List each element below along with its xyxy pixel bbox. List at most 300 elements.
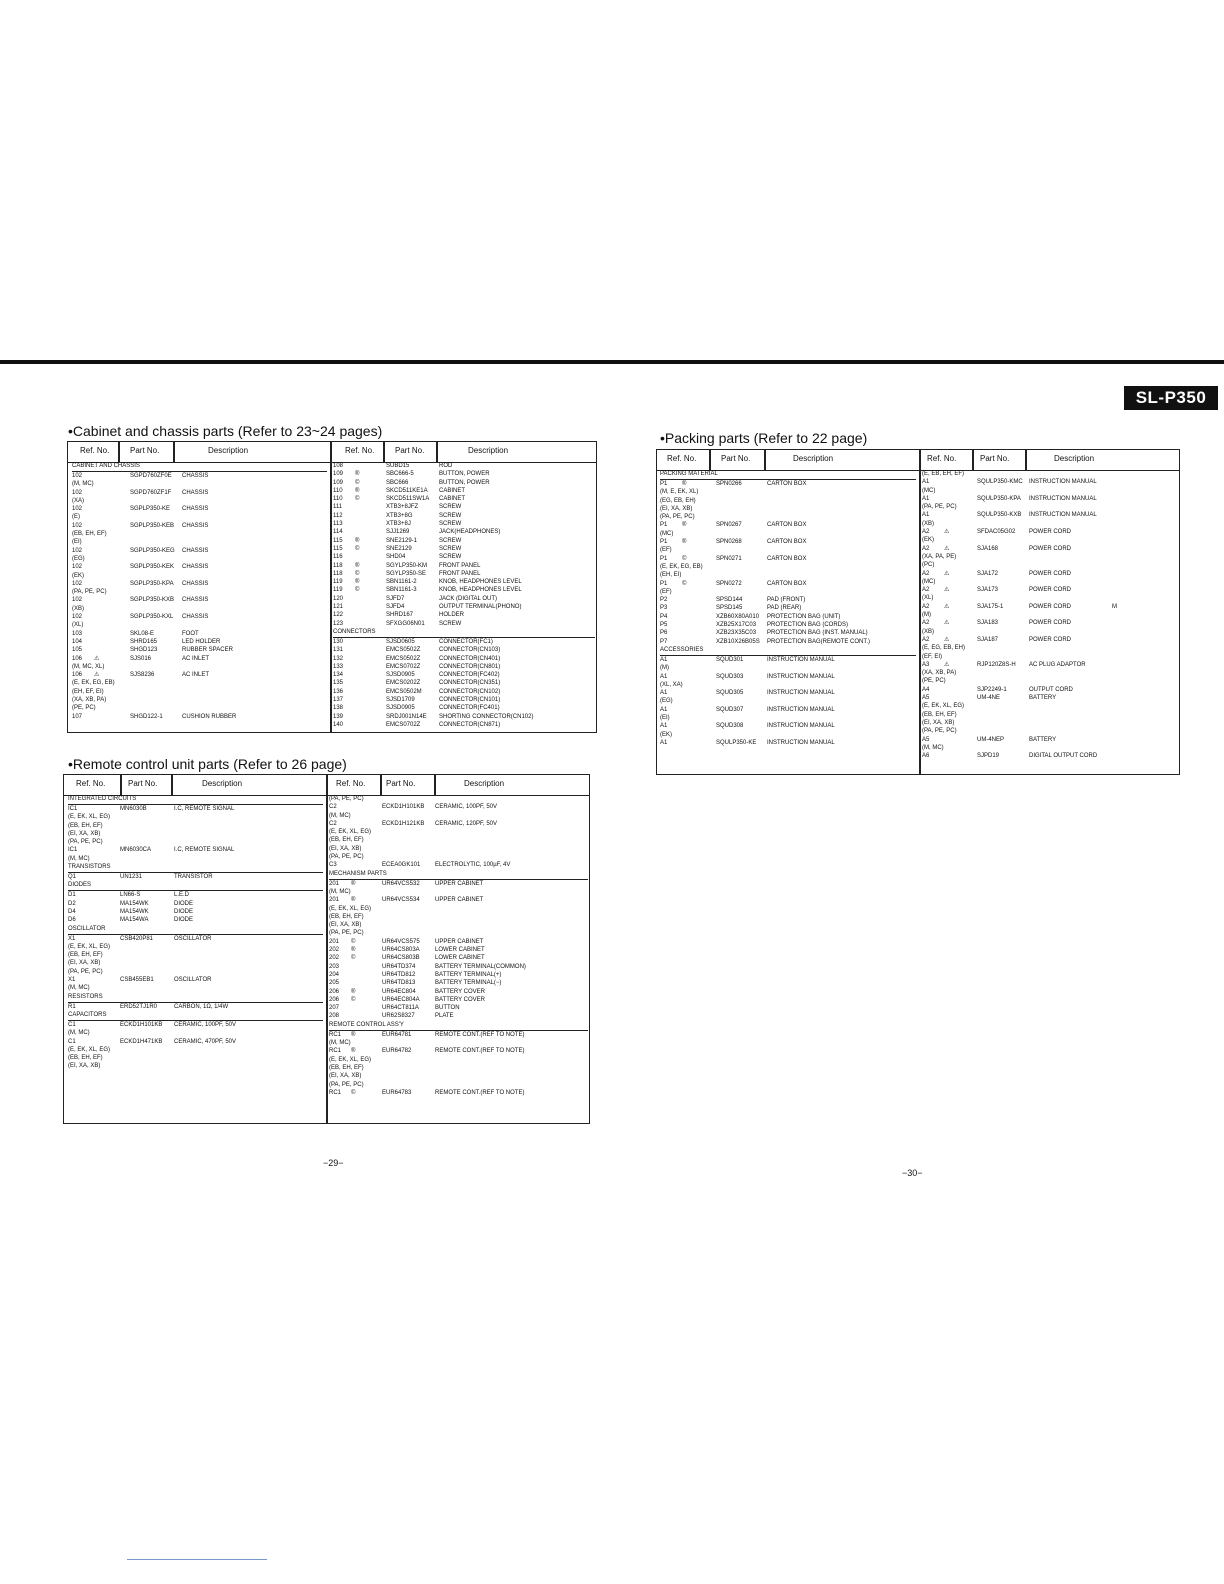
description: REMOTE CONT.(REF TO NOTE) — [435, 1048, 525, 1055]
hdr-ref: Ref. No. — [345, 446, 375, 455]
ref-no: P1 — [660, 580, 668, 587]
ref-no: A2 — [922, 587, 930, 594]
part-no: SGYLP350-SE — [386, 570, 427, 577]
ref-no: R1 — [68, 1003, 76, 1010]
description: BATTERY COVER — [435, 996, 486, 1003]
mark-symbol: ⚠ — [944, 545, 950, 552]
description: I.C, REMOTE SIGNAL — [174, 806, 235, 812]
ref-no: (M, MC) — [68, 985, 90, 992]
ref-no: A2 — [922, 636, 930, 643]
part-row — [922, 744, 1178, 752]
ref-no: (MC) — [922, 578, 936, 585]
description: CERAMIC, 470PF, 50V — [174, 1038, 237, 1045]
part-row — [68, 908, 323, 916]
description: LOWER CABINET — [435, 955, 485, 962]
ref-no: 114 — [333, 529, 343, 536]
part-no: SPN0272 — [716, 580, 742, 587]
part-row — [72, 663, 327, 671]
ref-no: (PA, PE, PC) — [329, 930, 364, 937]
description: BATTERY TERMINAL(+) — [435, 971, 502, 978]
mark-symbol: © — [351, 955, 356, 962]
description: L.E.D — [174, 892, 190, 899]
part-no: SQUD301 — [716, 656, 744, 663]
ref-no: A1 — [660, 706, 668, 713]
part-no: SJS8236 — [130, 672, 155, 679]
part-row — [660, 731, 916, 739]
description: PAD (REAR) — [767, 605, 802, 612]
part-no: CSB420P81 — [120, 935, 154, 942]
description: CARTON BOX — [767, 539, 807, 546]
description: REMOTE CONT.(REF TO NOTE) — [435, 1089, 525, 1096]
hdr-ref: Ref. No. — [667, 454, 697, 463]
description: DIGITAL OUTPUT CORD — [1029, 753, 1098, 760]
part-row — [922, 528, 1178, 536]
hdr-part: Part No. — [130, 446, 160, 455]
part-row — [660, 513, 916, 521]
part-row — [922, 478, 1178, 486]
description: PROTECTION BAG (CORDS) — [767, 622, 849, 629]
hdr-desc: Description — [793, 454, 834, 463]
ref-no: 131 — [333, 647, 344, 654]
ref-no: 102 — [72, 547, 83, 554]
packing-right-list — [922, 470, 1178, 774]
part-no: SGPLP350-KXB — [130, 597, 175, 604]
part-row — [329, 1056, 588, 1064]
part-no: SGPLP350-KXL — [130, 614, 174, 621]
ref-no: A1 — [660, 690, 668, 697]
ref-no: 118 — [333, 562, 343, 569]
ref-no: 113 — [333, 521, 343, 528]
ref-no: (EI) — [660, 715, 670, 722]
ref-no: (EH, EF, EI) — [72, 688, 104, 695]
mark-symbol: ⚠ — [944, 529, 950, 536]
description: UPPER CABINET — [435, 897, 484, 904]
part-no: UR64VCS532 — [382, 880, 420, 887]
mark-symbol: ® — [351, 988, 356, 995]
part-no: UR64EC804 — [382, 988, 416, 995]
hdr-desc: Description — [1054, 454, 1095, 463]
part-row — [922, 495, 1178, 503]
ref-no: (PA, PE, PC) — [72, 589, 107, 596]
part-row — [660, 497, 916, 505]
part-no: SGYLP350-KM — [386, 562, 428, 569]
mark-symbol: © — [351, 1089, 356, 1096]
part-no: SGPLP350-KEB — [130, 522, 175, 529]
part-no: UR64CS803A — [382, 947, 420, 954]
part-row — [72, 671, 327, 679]
description: CARTON BOX — [767, 580, 807, 587]
part-no: UR64CT811A — [382, 1005, 419, 1012]
ref-no: (E, EB, EH, EF) — [922, 471, 965, 477]
part-no: SHD04 — [386, 554, 406, 561]
part-row — [922, 694, 1178, 702]
ref-no: RC1 — [329, 1031, 342, 1038]
part-row — [333, 688, 595, 696]
ref-no: 105 — [72, 647, 83, 654]
part-row — [72, 679, 327, 687]
part-row — [922, 628, 1178, 636]
part-no: SQULP350-KXB — [977, 512, 1022, 519]
part-no: ECKD1H121KB — [382, 820, 425, 827]
part-row — [329, 853, 588, 861]
part-row — [329, 979, 588, 987]
ref-no: (M, MC) — [68, 855, 90, 862]
description: CHASSIS — [182, 597, 209, 604]
ref-no: (EB, EH, EF) — [72, 531, 107, 538]
part-row — [660, 621, 916, 629]
ref-no: 208 — [329, 1013, 340, 1020]
part-no: EUR64783 — [382, 1089, 412, 1096]
mark-symbol: © — [682, 555, 687, 562]
mark-symbol: ® — [355, 487, 360, 494]
description: CARTON BOX — [767, 555, 807, 562]
ref-no: (EF, EI) — [922, 653, 943, 660]
description: CONNECTOR(CN351) — [439, 680, 501, 687]
ref-no: 121 — [333, 604, 344, 611]
description: KNOB, HEADPHONES LEVEL — [439, 579, 522, 586]
description: JACK(HEADPHONES) — [439, 529, 501, 536]
ref-no: 118 — [333, 570, 343, 577]
part-row — [68, 1054, 323, 1062]
description: ELECTROLYTIC, 100µF, 4V — [435, 862, 511, 869]
part-no: SQUD303 — [716, 673, 744, 680]
ref-no: (E, EK, XL, EG) — [68, 1046, 111, 1053]
remote-title: •Remote control unit parts (Refer to 26 page) — [68, 756, 347, 772]
part-no: XZB25X17C03 — [716, 622, 757, 629]
part-row — [333, 663, 595, 671]
part-no: SJPD19 — [977, 753, 1000, 760]
ref-no: 201 — [329, 938, 340, 945]
description: INSTRUCTION MANUAL — [767, 706, 835, 713]
ref-no: (E, EK, XL, EG) — [329, 829, 372, 836]
part-no: SJP2249-1 — [977, 686, 1007, 693]
part-row — [72, 596, 327, 604]
ref-no: 102 — [72, 473, 83, 479]
mark-symbol: ® — [351, 1048, 356, 1055]
ref-no: RC1 — [329, 1048, 342, 1055]
ref-no: A2 — [922, 545, 930, 552]
description: UPPER CABINET — [435, 938, 484, 945]
part-row — [922, 727, 1178, 735]
part-row — [922, 487, 1178, 495]
description: SCREW — [439, 554, 462, 561]
part-row — [660, 681, 916, 689]
mark-symbol: ⚠ — [944, 620, 950, 627]
part-row — [68, 1046, 323, 1054]
packing-table — [656, 449, 1180, 775]
part-row — [660, 588, 916, 596]
ref-no: C1 — [68, 1021, 76, 1028]
ref-no: C2 — [329, 820, 337, 827]
description: CERAMIC, 120PF, 50V — [435, 820, 498, 827]
part-no: EUR64781 — [382, 1031, 412, 1038]
part-row — [329, 996, 588, 1004]
part-no: SBN1161-3 — [386, 587, 417, 594]
ref-no: P1 — [660, 522, 668, 529]
mark-symbol: ® — [351, 1031, 356, 1038]
part-row — [329, 938, 588, 946]
ref-no: (XB) — [72, 605, 84, 612]
mark-symbol: ⚠ — [944, 636, 950, 643]
ref-no: 201 — [329, 880, 340, 887]
ref-no: (M) — [922, 612, 931, 619]
part-row — [922, 570, 1178, 578]
part-row — [660, 714, 916, 722]
part-row — [922, 594, 1178, 602]
part-row — [922, 653, 1178, 661]
remote-table — [63, 774, 590, 1124]
part-row — [68, 976, 323, 984]
part-row — [922, 677, 1178, 685]
part-no: SJA175-1 — [977, 603, 1004, 610]
part-no: UR64CS803B — [382, 955, 420, 962]
description: CHASSIS — [182, 580, 209, 587]
ref-no: (EG, EB, EH) — [660, 497, 696, 504]
part-row — [333, 603, 595, 611]
section-header: MECHANISM PARTS — [329, 870, 588, 880]
description: CONNECTOR(CN801) — [439, 663, 501, 670]
ref-no: (XA, XB, PA) — [72, 697, 107, 704]
part-no: CSB455EB1 — [120, 977, 154, 984]
part-row — [333, 595, 595, 603]
part-row — [68, 1029, 323, 1037]
part-row — [333, 470, 595, 478]
description: CONNECTOR(CN401) — [439, 655, 501, 662]
ref-no: (XA) — [72, 497, 84, 504]
ref-no: (EB, EH, EF) — [329, 837, 364, 844]
ref-no: 132 — [333, 655, 344, 662]
part-row — [922, 719, 1178, 727]
part-no: SGPLP350-KPA — [130, 580, 174, 587]
ref-no: X1 — [68, 977, 76, 984]
part-row — [329, 946, 588, 954]
part-no: SFXGG06N01 — [386, 620, 425, 627]
part-no: SQULP350-KE — [716, 739, 757, 746]
part-no: SKCD511KE1A — [386, 487, 428, 494]
part-row — [333, 512, 595, 520]
ref-no: (M, MC) — [922, 744, 944, 751]
description: OSCILLATOR — [174, 935, 212, 942]
ref-no: D6 — [68, 917, 76, 924]
ref-no: P4 — [660, 613, 668, 620]
part-no: EUR64782 — [382, 1048, 412, 1055]
description: CONNECTOR(FC401) — [439, 705, 500, 712]
description: DIODE — [174, 917, 194, 924]
ref-no: (EB, EH, EF) — [68, 952, 103, 959]
mark-symbol: ® — [355, 579, 360, 586]
description: OUTPUT CORD — [1029, 686, 1073, 693]
part-no: EMCS0502Z — [386, 647, 421, 654]
part-no: SHGD123 — [130, 647, 158, 654]
part-row — [660, 538, 916, 546]
part-row — [660, 629, 916, 637]
section-header: RESISTORS — [68, 993, 323, 1003]
part-no: XZB23X35C03 — [716, 630, 757, 637]
ref-no: 110 — [333, 496, 343, 503]
part-row — [68, 1021, 323, 1029]
part-row — [72, 572, 327, 580]
part-row — [660, 521, 916, 529]
cabinet-header — [68, 442, 596, 463]
part-row — [922, 661, 1178, 669]
ref-no: 122 — [333, 612, 344, 619]
mark-symbol: © — [351, 938, 356, 945]
description: BATTERY TERMINAL(COMMON) — [435, 963, 526, 970]
part-row — [329, 795, 588, 803]
part-row — [660, 505, 916, 513]
section-header: CABINET AND CHASSIS — [72, 462, 327, 472]
description: SCREW — [439, 504, 462, 511]
section-header: ACCESSORIES — [660, 646, 916, 656]
ref-no: A1 — [660, 656, 668, 663]
part-row — [68, 968, 323, 976]
mark-symbol: ® — [351, 897, 356, 904]
part-row — [68, 1038, 323, 1046]
description: CHASSIS — [182, 564, 209, 571]
part-row — [72, 605, 327, 613]
ref-no: X1 — [68, 935, 76, 942]
part-row — [72, 538, 327, 546]
ref-no: (XB) — [922, 628, 934, 635]
bottom-rule — [127, 1559, 267, 1560]
part-no: SPSD145 — [716, 605, 743, 612]
part-no: SUBD15 — [386, 463, 410, 469]
description: FRONT PANEL — [439, 562, 481, 569]
part-row — [68, 959, 323, 967]
ref-no: 102 — [72, 597, 83, 604]
part-row — [72, 613, 327, 621]
description: RUBBER SPACER — [182, 647, 233, 654]
hdr-ref: Ref. No. — [927, 454, 957, 463]
ref-no: 115 — [333, 545, 343, 552]
description: INSTRUCTION MANUAL — [767, 723, 835, 730]
part-no: UR64TD813 — [382, 980, 416, 987]
part-no: SBC666-5 — [386, 471, 414, 478]
part-no: EMCS0702Z — [386, 721, 421, 728]
description: SHORTING CONNECTOR(CN102) — [439, 713, 534, 720]
description: CABINET — [439, 496, 466, 503]
ref-no: (EB, EH, EF) — [68, 822, 103, 829]
mark-symbol: ® — [355, 471, 360, 478]
description: JACK (DIGITAL OUT) — [439, 595, 498, 602]
ref-no: A3 — [922, 661, 930, 668]
ref-no: A6 — [922, 753, 930, 760]
description: PROTECTION BAG (UNIT) — [767, 613, 841, 620]
packing-title: •Packing parts (Refer to 22 page) — [660, 430, 868, 446]
mark-symbol: © — [682, 580, 687, 587]
part-row — [333, 479, 595, 487]
part-no: MA154WK — [120, 908, 149, 915]
part-no: XTB3+8JFZ — [386, 504, 419, 511]
description: CARTON BOX — [767, 481, 807, 487]
description: INSTRUCTION MANUAL — [1029, 512, 1097, 519]
part-no: SJA172 — [977, 570, 999, 577]
ref-no: (XA, PA, PE) — [922, 553, 957, 560]
ref-no: (M, E, EK, XL) — [660, 489, 699, 496]
part-row — [333, 713, 595, 721]
ref-no: (EB, EH, EF) — [329, 1064, 364, 1071]
mark-symbol: © — [355, 545, 360, 552]
ref-no: (E, EG, EB, EH) — [922, 645, 966, 652]
part-no: UM-4NEP — [977, 736, 1005, 743]
ref-no: (PE, PC) — [922, 678, 946, 685]
description: UPPER CABINET — [435, 880, 484, 887]
ref-no: 130 — [333, 638, 344, 645]
description: CARTON BOX — [767, 522, 807, 529]
part-row — [68, 873, 323, 881]
ref-no: Q1 — [68, 874, 77, 881]
mark-symbol: ® — [355, 537, 360, 544]
part-row — [660, 563, 916, 571]
part-no: UR64VCS534 — [382, 897, 420, 904]
part-row — [922, 470, 1178, 478]
ref-no: 102 — [72, 522, 83, 529]
description: POWER CORD — [1029, 636, 1071, 643]
ref-no: P2 — [660, 597, 668, 604]
part-row — [329, 1039, 588, 1047]
ref-no: 120 — [333, 595, 344, 602]
part-row — [68, 846, 323, 854]
part-row — [329, 803, 588, 811]
description: CABINET — [439, 487, 466, 494]
part-row — [333, 696, 595, 704]
part-no: UR64EC804A — [382, 996, 420, 1003]
ref-no: 201 — [329, 897, 340, 904]
part-row — [922, 686, 1178, 694]
part-row — [922, 561, 1178, 569]
section-header: DIODES — [68, 881, 323, 891]
hdr-part: Part No. — [386, 779, 416, 788]
ref-no: 102 — [72, 564, 83, 571]
ref-no: 112 — [333, 512, 343, 519]
part-no: SJSD0605 — [386, 638, 415, 645]
part-row — [333, 495, 595, 503]
part-row — [333, 671, 595, 679]
ref-no: (M, MC) — [72, 481, 94, 488]
part-no: ERD52TJ1R0 — [120, 1003, 158, 1010]
hdr-desc: Description — [464, 779, 505, 788]
part-row — [922, 553, 1178, 561]
packing-left-list — [660, 470, 916, 774]
ref-no: (MC) — [660, 530, 674, 537]
part-row — [329, 1047, 588, 1055]
description: BATTERY — [1029, 695, 1057, 702]
hdr-ref: Ref. No. — [76, 779, 106, 788]
part-row — [922, 619, 1178, 627]
description: OSCILLATOR — [174, 977, 212, 984]
part-row — [68, 916, 323, 924]
ref-no: (EI) — [72, 539, 82, 546]
hdr-part: Part No. — [721, 454, 751, 463]
part-no: ECKD1H101KB — [120, 1021, 163, 1028]
ref-no: (M, MC) — [329, 812, 351, 819]
description: ROD — [439, 463, 453, 469]
part-row — [329, 820, 588, 828]
ref-no: D2 — [68, 900, 76, 907]
description: REMOTE CONT.(REF TO NOTE) — [435, 1031, 525, 1038]
description: CARBON, 1Ω, 1/4W — [174, 1003, 229, 1010]
description: HOLDER — [439, 612, 465, 619]
description: INSTRUCTION MANUAL — [767, 673, 835, 680]
description: CONNECTOR(CN101) — [439, 697, 501, 704]
part-row — [333, 462, 595, 470]
part-row — [922, 578, 1178, 586]
ref-no: (M, MC, XL) — [72, 663, 105, 670]
ref-no: (E, EK, XL, EG) — [68, 943, 111, 950]
part-no: SRDJ001N14E — [386, 713, 427, 720]
hdr-desc: Description — [208, 446, 249, 455]
part-row — [68, 838, 323, 846]
